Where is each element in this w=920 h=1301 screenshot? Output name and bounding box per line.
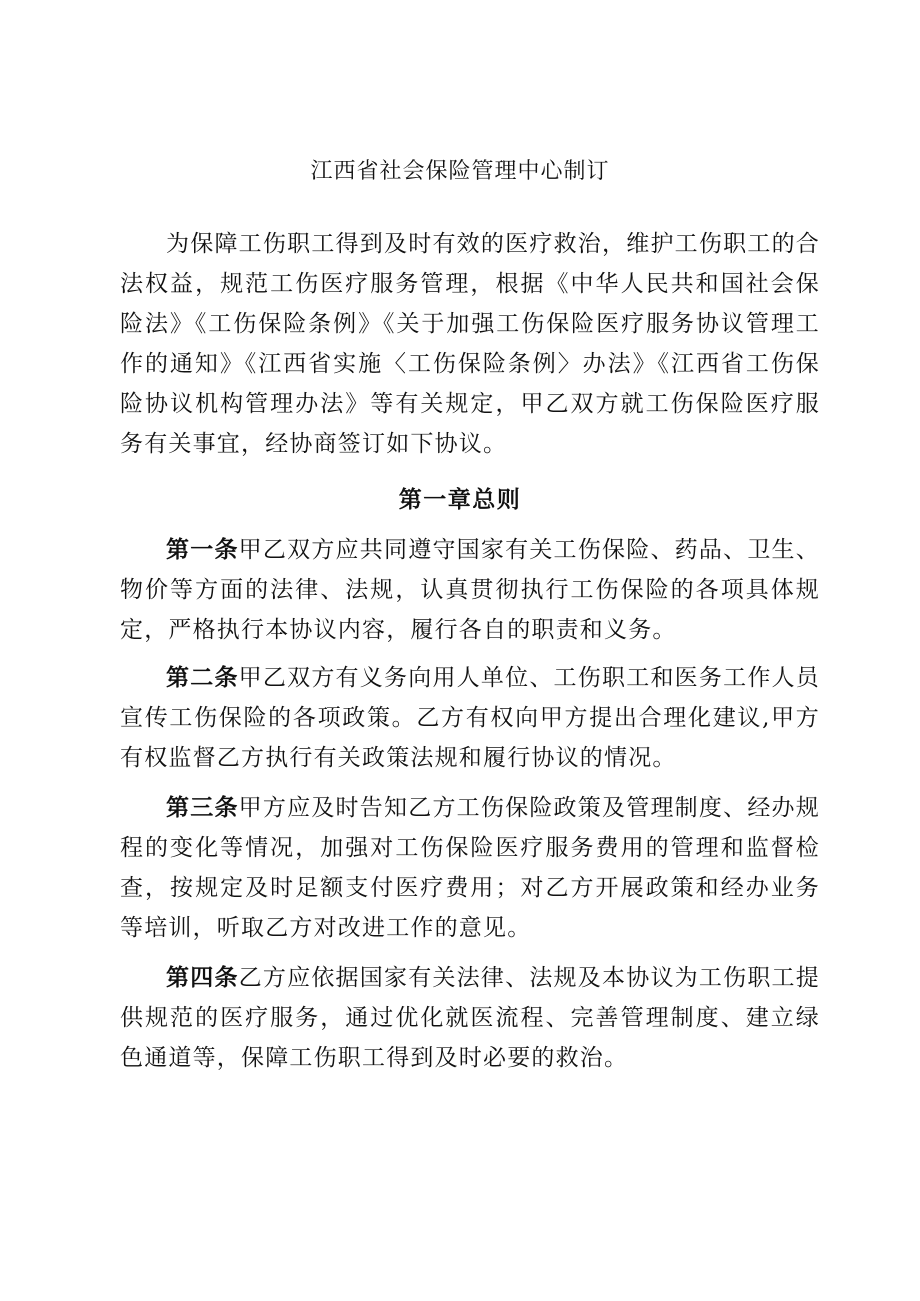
article-paragraph — [120, 958, 820, 1078]
article-text: 甲乙双方有义务向用人单位、工伤职工和医务工作人员宣传工伤保险的各项政策。乙方有权向甲方提出合理化建议,甲方有权监督乙方执行有关政策法规和履行协议的情况。 — [120, 665, 820, 771]
article-text: 乙方应依据国家有关法律、法规及本协议为工伤职工提供规范的医疗服务，通过优化就医流程、完善管理制度、建立绿色通道等，保障工伤职工得到及时必要的救治。 — [120, 965, 820, 1071]
issuer-line: 江西省社会保险管理中心制订 — [310, 159, 610, 184]
article-text: 甲乙双方应共同遵守国家有关工伤保险、药品、卫生、物价等方面的法律、法规，认真贯彻执行工伤保险的各项具体规定，严格执行本协议内容，履行各自的职责和义务。 — [120, 537, 820, 643]
article-paragraph — [120, 788, 820, 948]
article-label: 第一条 — [166, 536, 239, 563]
article-text: 甲方应及时告知乙方工伤保险政策及管理制度、经办规程的变化等情况，加强对工伤保险医疗服务费用的管理和监督检查，按规定及时足额支付医疗费用；对乙方开展政策和经办业务等培训，听取乙方对改进工作的意见。 — [120, 795, 820, 941]
article-paragraph — [120, 658, 820, 778]
article-paragraph — [120, 530, 820, 650]
article-label: 第三条 — [166, 794, 239, 821]
article-label: 第四条 — [166, 964, 239, 991]
chapter-heading: 第一章总则 — [398, 486, 522, 513]
article-label: 第二条 — [166, 664, 239, 691]
preamble-paragraph: 为保障工伤职工得到及时有效的医疗救治，维护工伤职工的合法权益，规范工伤医疗服务管理，根据《中华人民共和国社会保险法》《工伤保险条例》《关于加强工伤保险医疗服务协议管理工作的通知》《江西省实施〈工伤保险条例〉办法》《江西省工伤保险协议机构管理办法》等有关规定，甲乙双方就工伤保险医疗服务有关事宜，经协商签订如下协议。 — [120, 231, 820, 457]
